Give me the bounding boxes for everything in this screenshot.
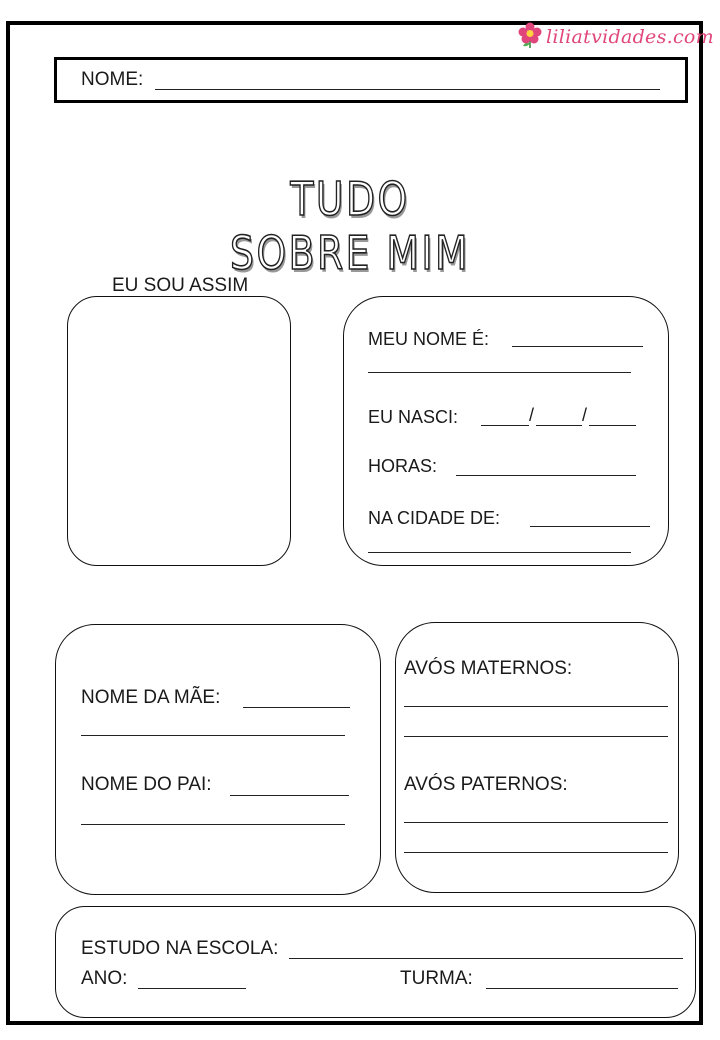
- paternal-grandparents-label: AVÓS PATERNOS:: [404, 774, 568, 795]
- school-box: [55, 906, 696, 1018]
- hours-label: HORAS:: [368, 456, 438, 476]
- hours-field[interactable]: [456, 475, 636, 476]
- city-field-2[interactable]: [368, 552, 631, 553]
- name-box: [54, 57, 688, 103]
- mother-label: NOME DA MÃE:: [81, 687, 221, 708]
- school-label: ESTUDO NA ESCOLA:: [81, 938, 279, 959]
- born-label: EU NASCI:: [368, 407, 459, 427]
- logo-text: liliatvidades.com: [546, 26, 714, 48]
- name-label: NOME:: [81, 69, 144, 90]
- flower-icon: [516, 21, 544, 54]
- father-field-2[interactable]: [81, 824, 345, 825]
- portrait-box[interactable]: [67, 296, 291, 566]
- school-field[interactable]: [289, 958, 683, 959]
- maternal-grandparents-field-2[interactable]: [404, 736, 668, 737]
- father-label: NOME DO PAI:: [81, 774, 212, 795]
- parents-box: [55, 624, 381, 895]
- birth-day-field[interactable]: [481, 425, 529, 426]
- father-field[interactable]: [230, 795, 349, 796]
- page-title: TUDO SOBRE MIM: [230, 172, 470, 280]
- my-name-label: MEU NOME É:: [368, 329, 490, 349]
- my-name-field[interactable]: [512, 346, 643, 347]
- class-field[interactable]: [486, 988, 678, 989]
- my-name-field-2[interactable]: [368, 372, 631, 373]
- birth-month-field[interactable]: [536, 425, 582, 426]
- mother-field[interactable]: [243, 707, 350, 708]
- site-logo: [516, 20, 714, 54]
- year-field[interactable]: [138, 988, 246, 989]
- name-field[interactable]: [155, 89, 660, 90]
- maternal-grandparents-field[interactable]: [404, 706, 668, 707]
- city-label: NA CIDADE DE:: [368, 508, 501, 528]
- city-field[interactable]: [530, 526, 650, 527]
- mother-field-2[interactable]: [81, 735, 345, 736]
- date-separator: /: [582, 405, 588, 425]
- portrait-caption: EU SOU ASSIM: [112, 275, 249, 296]
- birth-year-field[interactable]: [589, 425, 636, 426]
- year-label: ANO:: [81, 968, 128, 989]
- date-separator: /: [529, 405, 535, 425]
- class-label: TURMA:: [400, 968, 473, 989]
- paternal-grandparents-field-2[interactable]: [404, 852, 668, 853]
- maternal-grandparents-label: AVÓS MATERNOS:: [404, 658, 573, 679]
- paternal-grandparents-field[interactable]: [404, 822, 668, 823]
